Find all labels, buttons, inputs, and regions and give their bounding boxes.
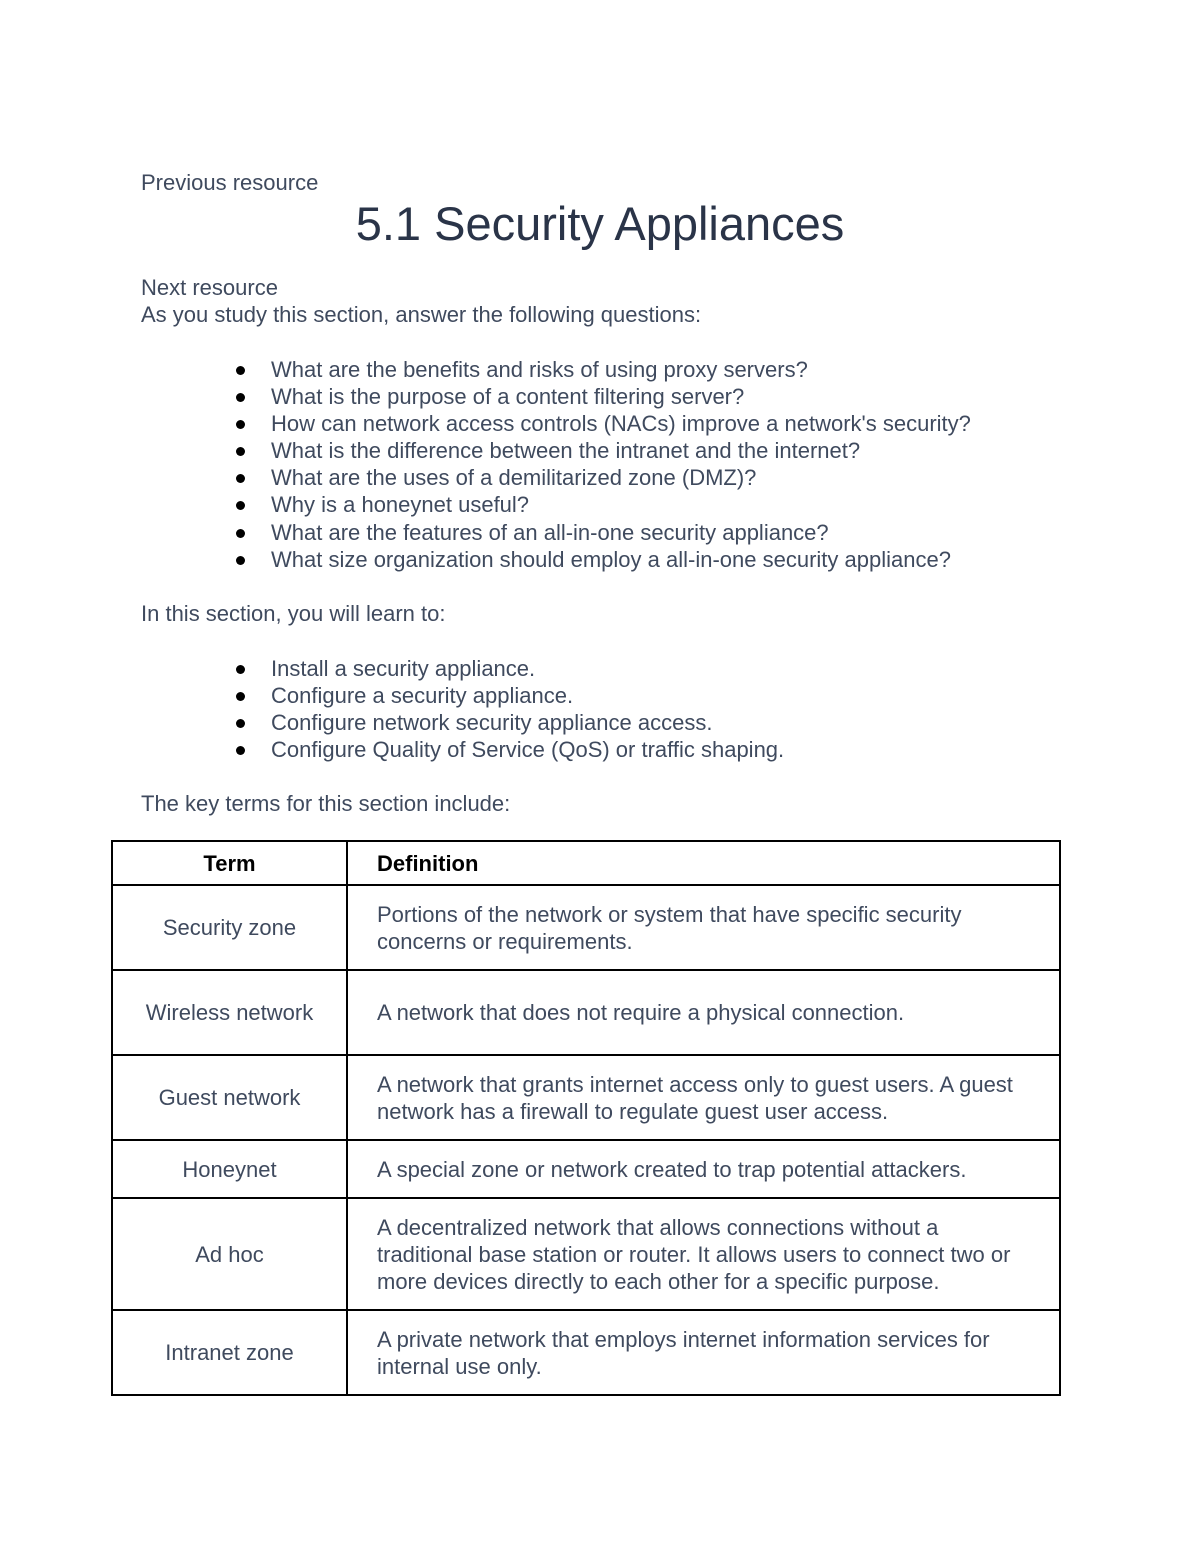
term-cell: Honeynet — [112, 1140, 347, 1198]
table-header-row — [112, 841, 1060, 885]
learn-heading: In this section, you will learn to: — [141, 601, 446, 626]
next-resource-link[interactable]: Next resource — [141, 275, 278, 300]
learn-item-text: Configure network security appliance access. — [271, 710, 713, 736]
definition-cell: Portions of the network or system that have specific security concerns or requirements. — [347, 885, 1060, 970]
list-item — [271, 546, 971, 573]
bullet-icon — [236, 665, 245, 674]
learn-list — [271, 655, 784, 763]
term-cell: Guest network — [112, 1055, 347, 1140]
question-text: What is the purpose of a content filtering server? — [271, 384, 745, 410]
question-text: What are the uses of a demilitarized zone (DMZ)? — [271, 465, 757, 491]
list-item — [271, 709, 784, 736]
bullet-icon — [236, 474, 245, 483]
bullet-icon — [236, 366, 245, 375]
definition-cell: A special zone or network created to trap potential attackers. — [347, 1140, 1060, 1198]
definition-column-header: Definition — [347, 841, 1060, 885]
table-row — [112, 1055, 1060, 1140]
table-row — [112, 885, 1060, 970]
bullet-icon — [236, 420, 245, 429]
term-cell: Intranet zone — [112, 1310, 347, 1395]
definition-cell: A decentralized network that allows connections without a traditional base station or router. It allows users to connect two or more devices directly to each other for a specific purpose. — [347, 1198, 1060, 1310]
questions-list — [271, 356, 971, 573]
list-item — [271, 655, 784, 682]
learn-item-text: Configure a security appliance. — [271, 683, 574, 709]
definition-cell: A private network that employs internet information services for internal use only. — [347, 1310, 1060, 1395]
question-text: What are the features of an all-in-one security appliance? — [271, 519, 829, 545]
intro-text: As you study this section, answer the following questions: — [141, 302, 702, 327]
term-column-header: Term — [112, 841, 347, 885]
term-cell: Ad hoc — [112, 1198, 347, 1310]
list-item — [271, 410, 971, 437]
previous-resource-link[interactable]: Previous resource — [141, 170, 319, 195]
question-text: How can network access controls (NACs) improve a network's security? — [271, 411, 971, 437]
list-item — [271, 736, 784, 763]
question-text: Why is a honeynet useful? — [271, 492, 530, 518]
list-item — [271, 437, 971, 464]
question-text: What are the benefits and risks of using proxy servers? — [271, 357, 808, 382]
definition-cell: A network that grants internet access only to guest users. A guest network has a firewall to regulate guest user access. — [347, 1055, 1060, 1140]
question-text: What size organization should employ a all-in-one security appliance? — [271, 546, 951, 572]
bullet-icon — [236, 746, 245, 755]
list-item — [271, 356, 971, 383]
table-row — [112, 1198, 1060, 1310]
list-item — [271, 519, 971, 546]
term-cell: Security zone — [112, 885, 347, 970]
learn-item-text: Install a security appliance. — [271, 656, 536, 681]
list-item — [271, 682, 784, 709]
table-row — [112, 1140, 1060, 1198]
bullet-icon — [236, 447, 245, 456]
key-terms-table — [111, 840, 1061, 1396]
definition-cell: A network that does not require a physical connection. — [347, 970, 1060, 1055]
bullet-icon — [236, 529, 245, 538]
list-item — [271, 383, 971, 410]
table-row — [112, 970, 1060, 1055]
question-text: What is the difference between the intranet and the internet? — [271, 438, 861, 464]
bullet-icon — [236, 719, 245, 728]
list-item — [271, 491, 971, 518]
bullet-icon — [236, 692, 245, 701]
learn-item-text: Configure Quality of Service (QoS) or traffic shaping. — [271, 737, 785, 763]
bullet-icon — [236, 556, 245, 565]
term-cell: Wireless network — [112, 970, 347, 1055]
page-title: 5.1 Security Appliances — [355, 197, 845, 250]
list-item — [271, 464, 971, 491]
key-terms-heading: The key terms for this section include: — [141, 791, 511, 816]
bullet-icon — [236, 393, 245, 402]
table-row — [112, 1310, 1060, 1395]
bullet-icon — [236, 501, 245, 510]
